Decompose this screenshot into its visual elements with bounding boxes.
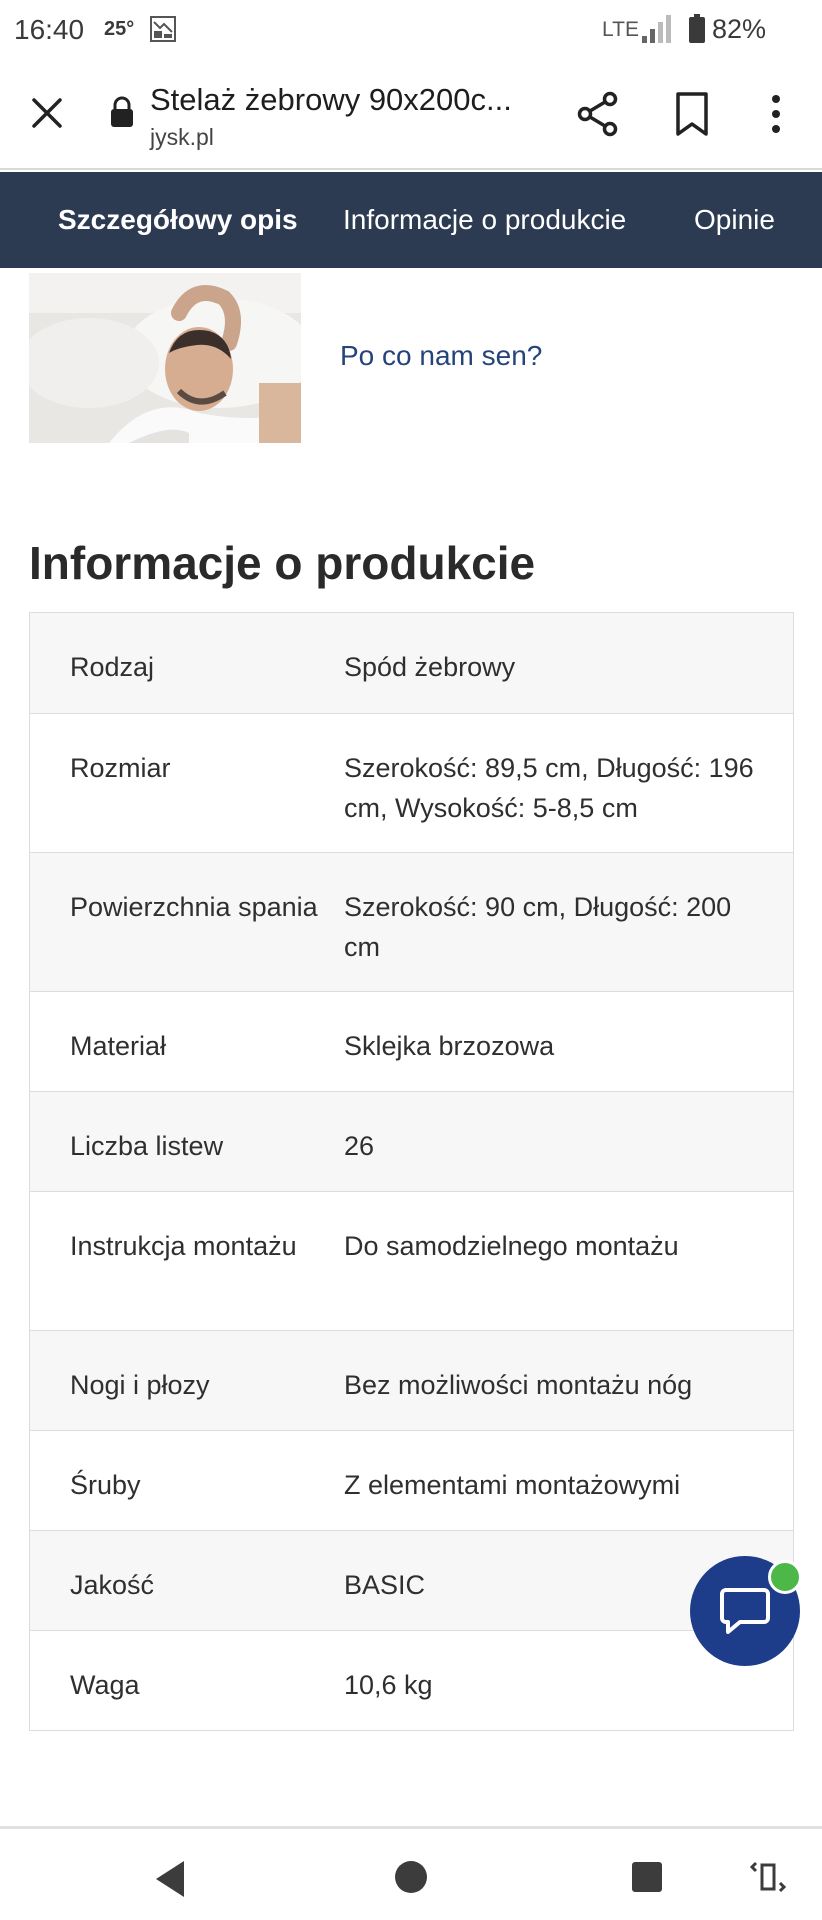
info-value: Szerokość: 90 cm, Długość: 200 cm: [344, 892, 732, 962]
info-key: Rozmiar: [70, 753, 171, 783]
rotate-icon[interactable]: [748, 1857, 788, 1897]
signal-icon: [640, 14, 672, 44]
chat-bubble-icon: [718, 1584, 772, 1638]
sleeping-man-illustration: [29, 273, 301, 443]
article-link[interactable]: Po co nam sen?: [340, 340, 543, 371]
info-value: Sklejka brzozowa: [344, 1031, 555, 1061]
info-key: Śruby: [70, 1470, 141, 1500]
more-vert-icon: [758, 90, 794, 138]
info-value: Szerokość: 89,5 cm, Długość: 196 cm, Wysokość: 5-8,5 cm: [344, 753, 754, 823]
table-row: [30, 991, 793, 1091]
battery-icon: [688, 14, 706, 44]
info-key: Powierzchnia spania: [70, 892, 318, 922]
table-row: [30, 852, 793, 991]
gallery-notification-icon: [150, 16, 176, 42]
status-bar: [0, 0, 822, 60]
info-value: Z elementami montażowymi: [344, 1470, 681, 1500]
tab-opinie[interactable]: Opinie: [694, 204, 775, 235]
tab-informacje-o-produkcie[interactable]: Informacje o produkcie: [343, 204, 627, 235]
status-time: 16:40: [14, 14, 85, 45]
close-button[interactable]: [24, 90, 70, 136]
close-icon: [31, 97, 63, 129]
url-text[interactable]: jysk.pl: [150, 124, 214, 150]
lock-icon: [110, 96, 134, 128]
share-icon: [574, 90, 622, 138]
status-battery-percent: 82%: [712, 14, 767, 44]
back-icon[interactable]: [152, 1859, 188, 1899]
status-temperature: 25°: [104, 18, 135, 40]
info-key: Nogi i płozy: [70, 1370, 210, 1400]
table-row: [30, 1330, 793, 1430]
info-key: Jakość: [70, 1570, 155, 1600]
info-key: Instrukcja montażu: [70, 1231, 297, 1261]
recent-apps-icon[interactable]: [632, 1862, 662, 1892]
table-row: [30, 1191, 793, 1330]
info-value: 10,6 kg: [344, 1670, 433, 1700]
table-row: [30, 1630, 793, 1730]
table-row: [30, 1091, 793, 1191]
tab-szczegolowy-opis[interactable]: Szczegółowy opis: [58, 204, 298, 235]
info-key: Waga: [70, 1670, 140, 1700]
info-value: Bez możliwości montażu nóg: [344, 1370, 693, 1400]
table-row: [30, 1430, 793, 1530]
bookmark-icon: [668, 90, 716, 138]
info-value: 26: [344, 1131, 375, 1161]
section-nav: [0, 172, 822, 268]
tab-title[interactable]: Stelaż żebrowy 90x200c...: [150, 82, 512, 117]
info-value: Do samodzielnego montażu: [344, 1231, 679, 1261]
more-menu-button[interactable]: [758, 90, 794, 138]
table-row: [30, 713, 793, 852]
status-network: LTE: [602, 18, 639, 41]
share-button[interactable]: [574, 90, 622, 138]
info-value: Spód żebrowy: [344, 652, 516, 682]
info-key: Liczba listew: [70, 1131, 224, 1161]
table-row: [30, 1530, 793, 1630]
browser-toolbar: [0, 60, 822, 170]
sleeping-man-image[interactable]: [29, 273, 301, 443]
info-key: Materiał: [70, 1031, 167, 1061]
online-status-dot: [768, 1560, 802, 1594]
bookmark-button[interactable]: [668, 90, 716, 138]
system-nav-bar: [0, 1826, 822, 1920]
product-info-table: [29, 612, 794, 1731]
info-value: BASIC: [344, 1570, 426, 1600]
info-key: Rodzaj: [70, 652, 155, 682]
home-icon[interactable]: [395, 1861, 427, 1893]
table-row: [30, 613, 793, 713]
section-heading: Informacje o produkcie: [29, 537, 536, 589]
